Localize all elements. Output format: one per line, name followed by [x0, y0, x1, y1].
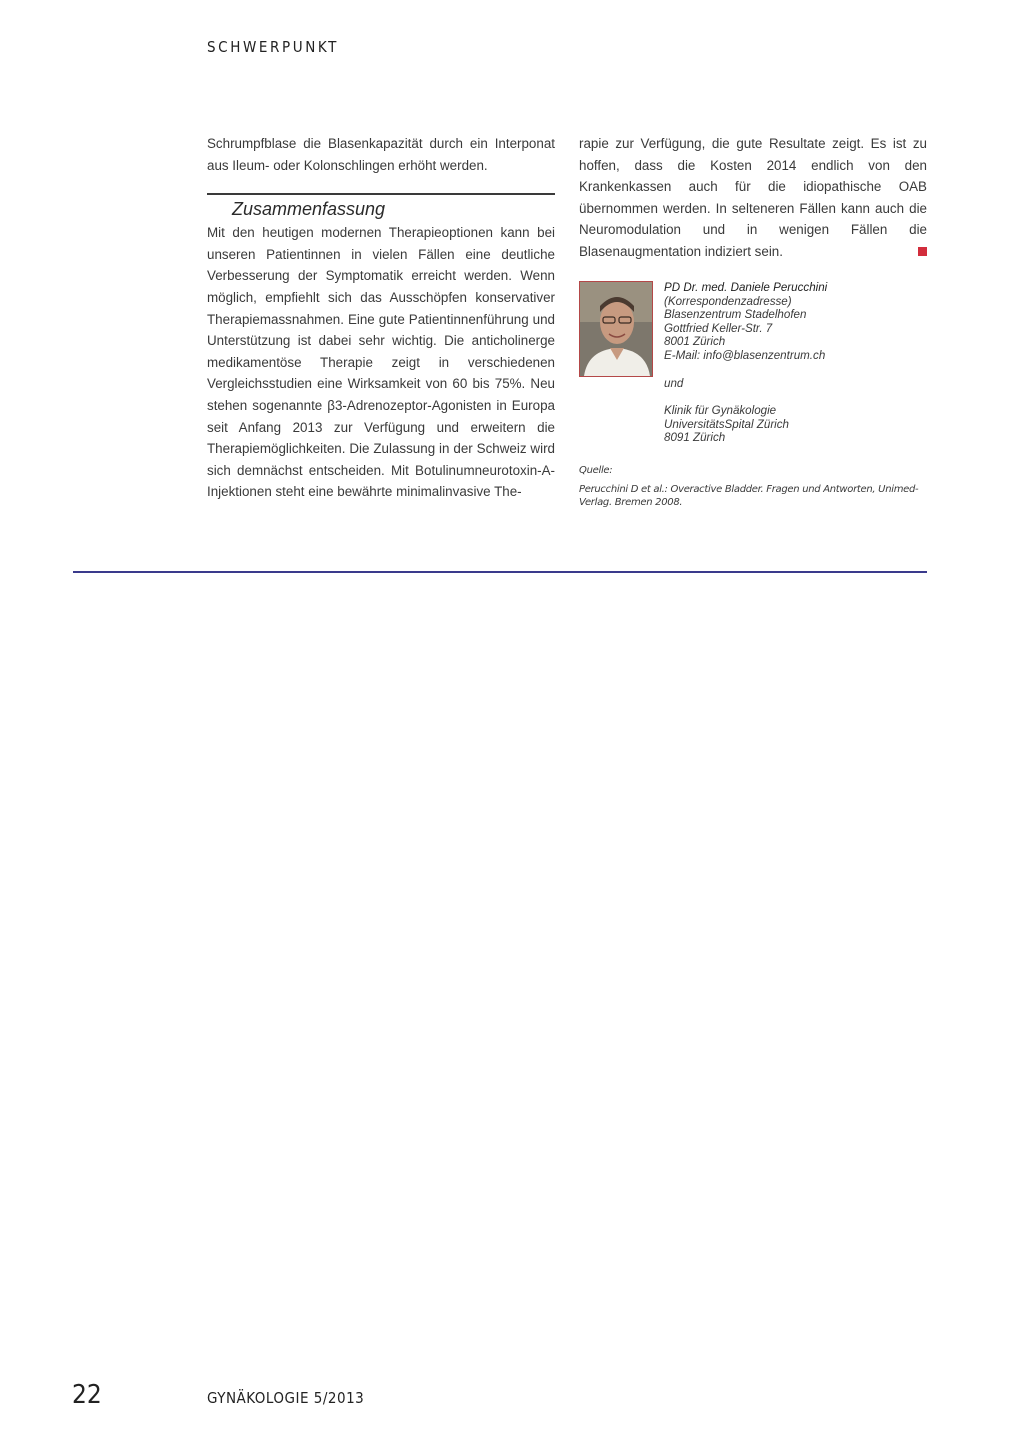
section-label: SCHWERPUNKT: [207, 38, 340, 56]
author-name: PD Dr. med. Daniele Perucchini: [664, 281, 828, 294]
source-label: Quelle:: [579, 465, 613, 476]
source-block: [579, 464, 927, 509]
author-institution: Blasenzentrum Stadelhofen: [664, 308, 807, 322]
heading-rule: [207, 193, 555, 195]
continuation-paragraph: [579, 133, 927, 263]
source-citation: Perucchini D et al.: Overactive Bladder. Fragen und Antworten, Unimed-Verlag. Bremen 2008.: [579, 484, 919, 508]
end-of-article-marker: [918, 247, 927, 256]
left-column: [207, 133, 555, 503]
right-column: [579, 133, 927, 263]
author-address: [664, 281, 934, 445]
page-number: 22: [72, 1380, 102, 1410]
author-conjunction: und: [664, 376, 684, 390]
author-city: 8001 Zürich: [664, 335, 726, 349]
author-clinic: Klinik für Gynäkologie: [664, 404, 777, 418]
author-street: Gottfried Keller-Str. 7: [664, 321, 773, 335]
author-hospital: UniversitätsSpital Zürich: [664, 417, 789, 431]
summary-paragraph: Mit den heutigen modernen Therapieoptionen kann bei unseren Patientinnen in vielen Fällen eine deutliche Verbesserung der Symptomatik erreicht werden. Wenn möglich, empfiehlt sich das Ausschöpfen konservativer Therapiemassnahmen. Eine gute Patientinnenführung und Unterstützung ist dabei sehr wichtig. Die anticholinerge medikamentöse Therapie zeigt in verschiedenen Vergleichsstudien eine Wirksamkeit von 60 bis 75%. Neu stehen sogenannte β3-Adrenozeptor-Agonisten in Europa seit Anfang 2013 zur Verfügung und erweitern die Therapiemöglichkeiten. Die Zulassung in der Schweiz wird sich demnächst entscheiden. Mit Botulinumneurotoxin-A-Injektionen steht eine bewährte minimalinvasive The-: [207, 225, 555, 500]
section-heading: Zusammenfassung: [232, 199, 386, 220]
intro-paragraph: Schrumpfblase die Blasenkapazität durch ein Interponat aus Ileum- oder Kolonschlingen erhöht werden.: [207, 136, 555, 173]
bottom-rule: [73, 571, 927, 573]
continuation-text: rapie zur Verfügung, die gute Resultate zeigt. Es ist zu hoffen, dass die Kosten 2014 endlich von den Krankenkassen auch für die idiopathische OAB übernommen werden. In selteneren Fällen kann auch die Neuromodulation und in wenigen Fällen die Blasenaugmentation indiziert sein.: [579, 136, 927, 259]
author-email: E-Mail: info@blasenzentrum.ch: [664, 348, 826, 362]
author-note: (Korrespondenzadresse): [664, 294, 792, 308]
journal-name: GYNÄKOLOGIE 5/2013: [207, 1389, 365, 1407]
author-city-2: 8091 Zürich: [664, 431, 726, 445]
author-photo: [579, 281, 653, 377]
